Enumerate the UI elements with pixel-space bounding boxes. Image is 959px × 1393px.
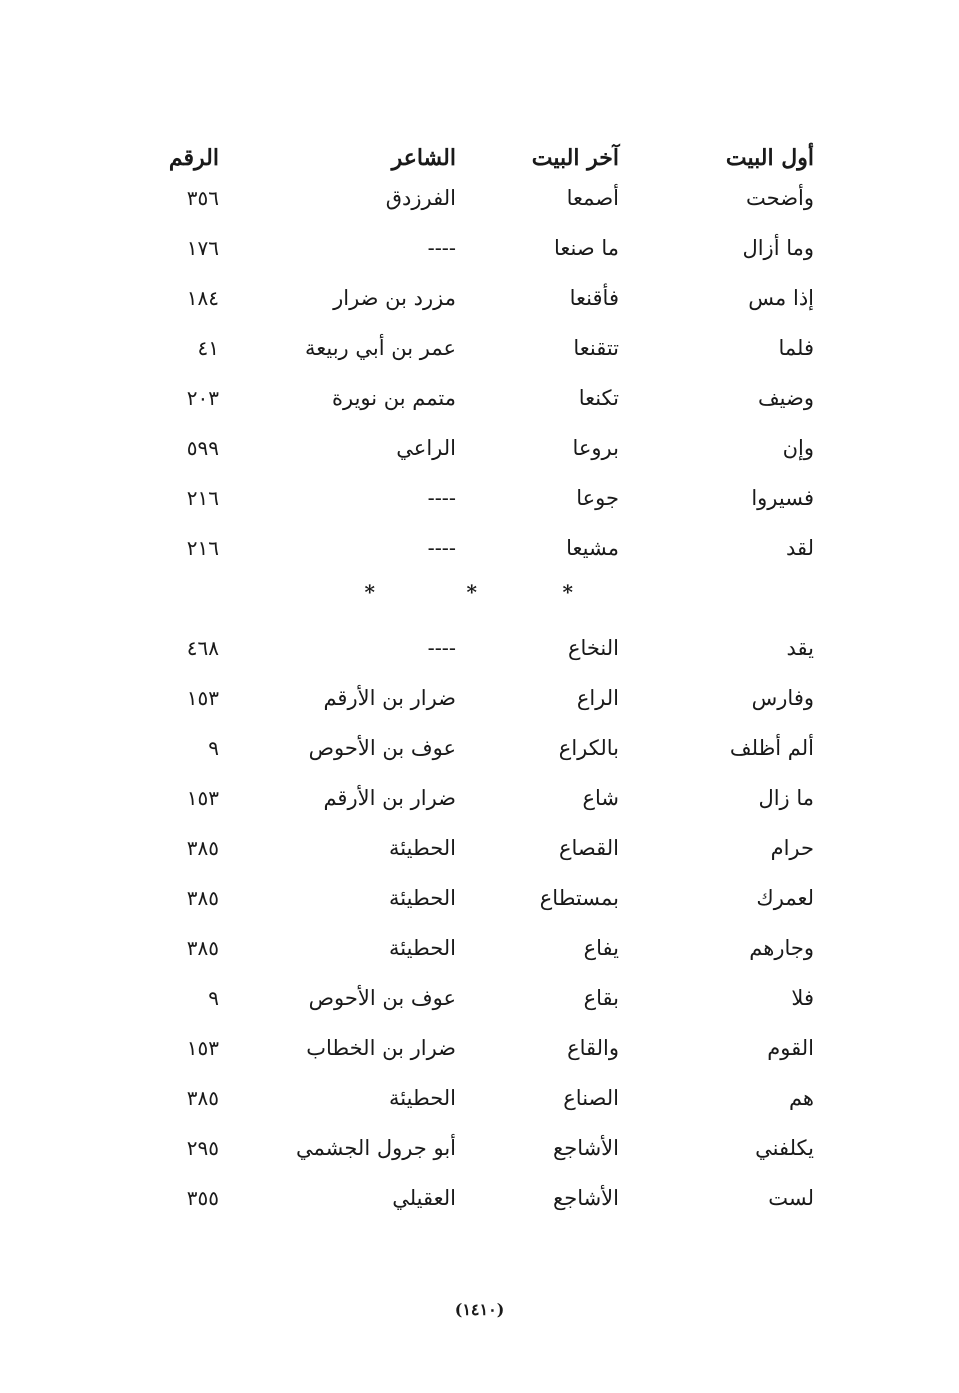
- table-row: [0, 778, 959, 818]
- table-row: [0, 828, 959, 868]
- table-row: [0, 178, 959, 218]
- number-cell: ٥٩٩: [186, 436, 219, 460]
- first-verse-cell: وفارس: [751, 686, 814, 710]
- number-cell: ٣٨٥: [186, 1086, 219, 1110]
- number-cell: ٤١: [197, 336, 219, 360]
- table-row: [0, 728, 959, 768]
- table-row: [0, 878, 959, 918]
- header-number: الرقم: [168, 145, 219, 171]
- last-verse-cell: ما صنعا: [553, 236, 619, 260]
- first-verse-cell: وأضحت: [746, 186, 814, 210]
- last-verse-cell: يفاع: [583, 936, 619, 960]
- first-verse-cell: وما أزال: [742, 236, 814, 260]
- poet-cell: عوف بن الأحوص: [308, 736, 456, 760]
- number-cell: ٩: [208, 736, 219, 760]
- separator-star: *: [562, 580, 573, 604]
- number-cell: ٣٥٦: [186, 186, 219, 210]
- poet-cell: الفرزدق: [385, 186, 456, 210]
- poet-cell: الحطيئة: [389, 836, 456, 860]
- poet-cell: ----: [427, 636, 456, 660]
- table-row: [0, 928, 959, 968]
- table-row: [0, 528, 959, 568]
- first-verse-cell: لست: [768, 1186, 814, 1210]
- first-verse-cell: وضيف: [757, 386, 814, 410]
- poet-cell: عمر بن أبي ربيعة: [304, 336, 456, 360]
- last-verse-cell: الراع: [576, 686, 619, 710]
- last-verse-cell: الأشاجع: [553, 1136, 619, 1160]
- first-verse-cell: لعمرك: [756, 886, 814, 910]
- table-row: [0, 1178, 959, 1218]
- first-verse-cell: فلا: [791, 986, 814, 1010]
- table-row: [0, 628, 959, 668]
- poet-cell: الراعي: [396, 436, 456, 460]
- last-verse-cell: الأشاجع: [553, 1186, 619, 1210]
- first-verse-cell: إذا مس: [748, 286, 814, 310]
- table-row: [0, 428, 959, 468]
- number-cell: ٢٩٥: [186, 1136, 219, 1160]
- header-last-verse: آخر البيت: [531, 145, 619, 171]
- poet-cell: ضرار بن الأرقم: [323, 686, 456, 710]
- number-cell: ١٥٣: [186, 786, 219, 810]
- number-cell: ٣٥٥: [186, 1186, 219, 1210]
- number-cell: ٣٨٥: [186, 886, 219, 910]
- poet-cell: ضرار بن الخطاب: [306, 1036, 456, 1060]
- number-cell: ٢٠٣: [186, 386, 219, 410]
- first-verse-cell: وإن: [782, 436, 814, 460]
- poet-cell: ----: [427, 236, 456, 260]
- number-cell: ٢١٦: [186, 486, 219, 510]
- last-verse-cell: الصناع: [563, 1086, 619, 1110]
- table-row: [0, 1028, 959, 1068]
- poet-cell: عوف بن الأحوص: [308, 986, 456, 1010]
- number-cell: ٣٨٥: [186, 936, 219, 960]
- poet-cell: متمم بن نويرة: [331, 386, 456, 410]
- number-cell: ٩: [208, 986, 219, 1010]
- first-verse-cell: فسيروا: [751, 486, 814, 510]
- separator-star: *: [466, 580, 477, 604]
- poet-cell: العقيلي: [392, 1186, 456, 1210]
- number-cell: ١٨٤: [186, 286, 219, 310]
- last-verse-cell: القصاع: [559, 836, 619, 860]
- number-cell: ١٥٣: [186, 686, 219, 710]
- first-verse-cell: لقد: [785, 536, 814, 560]
- last-verse-cell: تكنعا: [578, 386, 619, 410]
- header-first-verse: أول البيت: [725, 145, 814, 171]
- table-row: [0, 478, 959, 518]
- number-cell: ٤٦٨: [186, 636, 219, 660]
- poet-cell: مزرد بن ضرار: [333, 286, 456, 310]
- number-cell: ٢١٦: [186, 536, 219, 560]
- last-verse-cell: والقاع: [567, 1036, 619, 1060]
- poet-cell: الحطيئة: [389, 936, 456, 960]
- last-verse-cell: جوعا: [576, 486, 619, 510]
- last-verse-cell: بمستطاع: [539, 886, 619, 910]
- first-verse-cell: حرام: [770, 836, 814, 860]
- header-poet: الشاعر: [391, 145, 456, 171]
- poet-cell: ضرار بن الأرقم: [323, 786, 456, 810]
- last-verse-cell: بالكراع: [558, 736, 619, 760]
- poet-cell: ----: [427, 536, 456, 560]
- page-number: (١٤١٠): [454, 1300, 505, 1319]
- poet-cell: الحطيئة: [389, 1086, 456, 1110]
- last-verse-cell: تتقنعا: [573, 336, 619, 360]
- last-verse-cell: بروعا: [572, 436, 619, 460]
- first-verse-cell: القوم: [767, 1036, 814, 1060]
- last-verse-cell: فأقنعا: [569, 286, 619, 310]
- table-header: [0, 138, 959, 178]
- poet-cell: أبو جرول الجشمي: [295, 1136, 456, 1160]
- last-verse-cell: بقاع: [583, 986, 619, 1010]
- table-row: [0, 978, 959, 1018]
- poet-cell: الحطيئة: [389, 886, 456, 910]
- first-verse-cell: فلما: [778, 336, 814, 360]
- number-cell: ١٧٦: [186, 236, 219, 260]
- table-row: [0, 328, 959, 368]
- first-verse-cell: ألم أظلف: [729, 736, 814, 760]
- table-row: [0, 228, 959, 268]
- first-verse-cell: يقد: [786, 636, 814, 660]
- table-row: [0, 1078, 959, 1118]
- first-verse-cell: يكلفني: [755, 1136, 814, 1160]
- section-separator: [0, 577, 959, 607]
- first-verse-cell: وجارهم: [749, 936, 814, 960]
- poet-cell: ----: [427, 486, 456, 510]
- last-verse-cell: أصمعا: [566, 186, 619, 210]
- table-row: [0, 378, 959, 418]
- first-verse-cell: ما زال: [758, 786, 814, 810]
- table-row: [0, 678, 959, 718]
- last-verse-cell: النخاع: [567, 636, 619, 660]
- last-verse-cell: مشيعا: [566, 536, 619, 560]
- table-row: [0, 1128, 959, 1168]
- first-verse-cell: هم: [788, 1086, 814, 1110]
- last-verse-cell: شاع: [582, 786, 619, 810]
- separator-star: *: [364, 580, 375, 604]
- number-cell: ٣٨٥: [186, 836, 219, 860]
- number-cell: ١٥٣: [186, 1036, 219, 1060]
- table-row: [0, 278, 959, 318]
